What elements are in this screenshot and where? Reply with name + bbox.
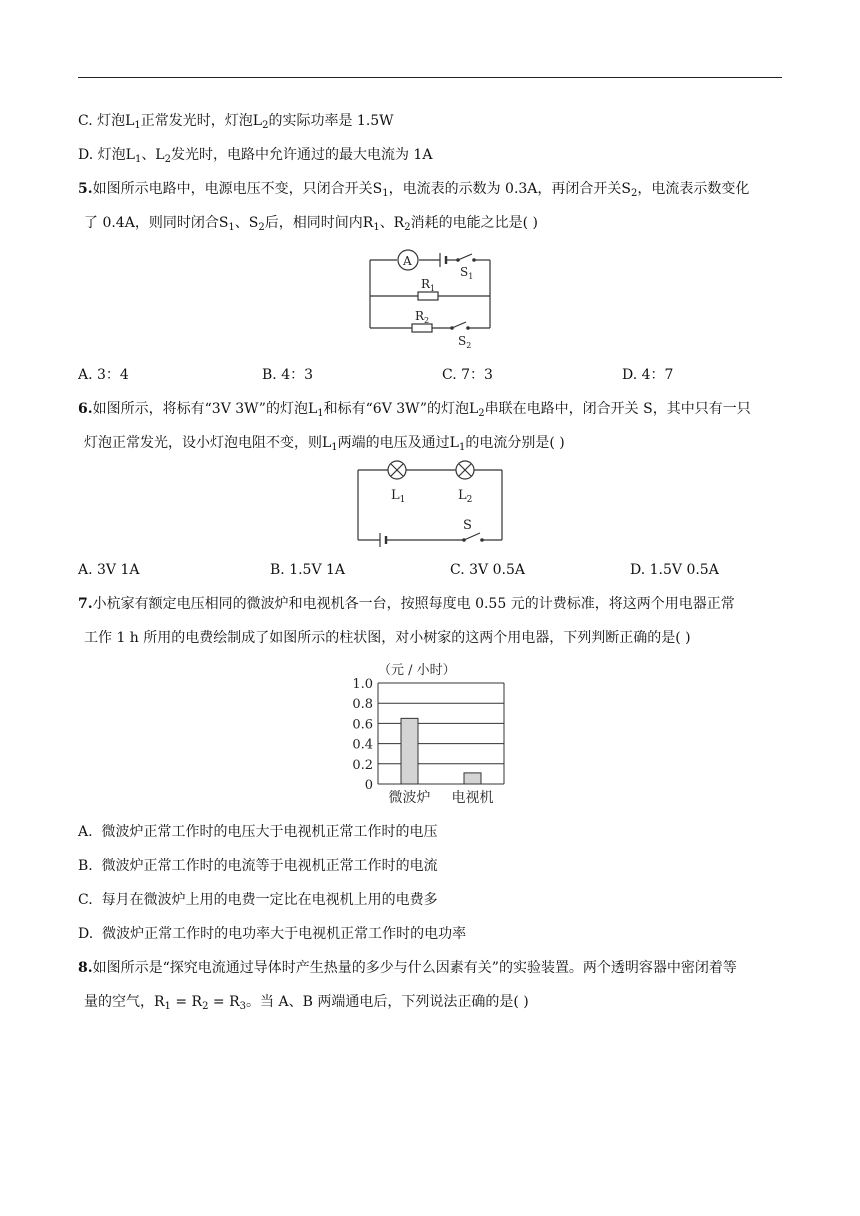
- y-tick-label: 0.8: [352, 697, 373, 713]
- question-7-line-2: 工作 1 h 所用的电费绘制成了如图所示的柱状图，对小树家的这两个用电器，下列判断正确的是( ): [84, 630, 691, 646]
- question-8-line-2: 量的空气，$R_1 = R_2 = R_3$。当 A、B 两端通电后，下列说法正确的是( ): [84, 994, 529, 1012]
- q5-option-c[interactable]: C. 7：3: [442, 367, 493, 383]
- option-d-prev[interactable]: D. 灯泡$L_1$、$L_2$发光时，电路中允许通过的最大电流为 1A: [78, 147, 433, 165]
- ammeter-label: A: [403, 254, 412, 268]
- q6-option-d[interactable]: D. 1.5V 0.5A: [630, 562, 719, 578]
- category-label: 电视机: [451, 790, 494, 806]
- chart-categories: [389, 789, 494, 806]
- switch-s1-label: $S_1$: [460, 265, 474, 281]
- resistor-r1-label: $R_1$: [421, 277, 436, 293]
- chart-bars: [401, 718, 481, 784]
- switch-s2-label: $S_2$: [458, 334, 472, 350]
- chart-title: （元 / 小时）: [378, 663, 456, 678]
- q5-circuit-diagram: [362, 244, 498, 350]
- question-6-line-2: 灯泡正常发光，设小灯泡电阻不变，则$L_1$两端的电压及通过$L_1$的电流分别是( ): [84, 435, 565, 453]
- q7-option-b[interactable]: B. 微波炉正常工作时的电流等于电视机正常工作时的电流: [78, 858, 438, 874]
- y-tick-label: 1.0: [352, 677, 373, 692]
- resistor-r2-label: $R_2$: [415, 309, 430, 325]
- q5-option-d[interactable]: D. 4：7: [622, 367, 674, 383]
- q5-option-b[interactable]: B. 4：3: [262, 367, 314, 383]
- bar-1: [464, 773, 481, 784]
- q6-circuit-diagram: [352, 456, 508, 552]
- y-tick-label: 0.4: [352, 737, 373, 753]
- question-5-line-2: 了 0.4A，则同时闭合$S_1$、$S_2$后，相同时间内$R_1$、$R_2$消耗的电能之比是( ): [84, 215, 538, 233]
- question-8-line-1: 8.如图所示是“探究电流通过导体时产生热量的多少与什么因素有关”的实验装置。两个透明容器中密闭着等: [78, 960, 737, 976]
- y-tick-label: 0.2: [352, 757, 373, 773]
- switch-s-label: S: [463, 518, 472, 533]
- y-tick-label: 0.6: [352, 717, 373, 733]
- q7-option-a[interactable]: A. 微波炉正常工作时的电压大于电视机正常工作时的电压: [78, 824, 438, 840]
- q7-option-c[interactable]: C. 每月在微波炉上用的电费一定比在电视机上用的电费多: [78, 892, 438, 908]
- q7-bar-chart: [330, 656, 526, 810]
- bar-0: [401, 718, 418, 784]
- q6-option-b[interactable]: B. 1.5V 1A: [270, 562, 346, 578]
- category-label: 微波炉: [388, 790, 431, 806]
- option-c-prev[interactable]: C. 灯泡$L_1$正常发光时，灯泡$L_2$的实际功率是 1.5W: [78, 113, 394, 131]
- q5-option-a[interactable]: A. 3：4: [78, 367, 129, 383]
- lamp-l1-label: $L_1$: [391, 488, 406, 505]
- q6-option-c[interactable]: C. 3V 0.5A: [450, 562, 525, 578]
- y-tick-label: 0: [364, 778, 373, 793]
- q7-option-d[interactable]: D. 微波炉正常工作时的电功率大于电视机正常工作时的电功率: [78, 926, 467, 942]
- question-6-line-1: 6.如图所示，将标有“3V 3W”的灯泡$L_1$和标有“6V 3W”的灯泡$L_2$串联在电路中，闭合开关 S，其中只有一只: [78, 401, 751, 419]
- header-rule: [78, 77, 782, 78]
- question-5-line-1: 5.如图所示电路中，电源电压不变，只闭合开关$S_1$，电流表的示数为 0.3A，再闭合开关$S_2$，电流表示数变化: [78, 181, 750, 199]
- lamp-l2-label: $L_2$: [458, 488, 473, 505]
- chart-y-ticks: [352, 677, 373, 793]
- q6-option-a[interactable]: A. 3V 1A: [78, 562, 140, 578]
- chart-grid: [378, 683, 504, 784]
- question-7-line-1: 7.小杭家有额定电压相同的微波炉和电视机各一台，按照每度电 0.55 元的计费标准，将这两个用电器正常: [78, 596, 735, 612]
